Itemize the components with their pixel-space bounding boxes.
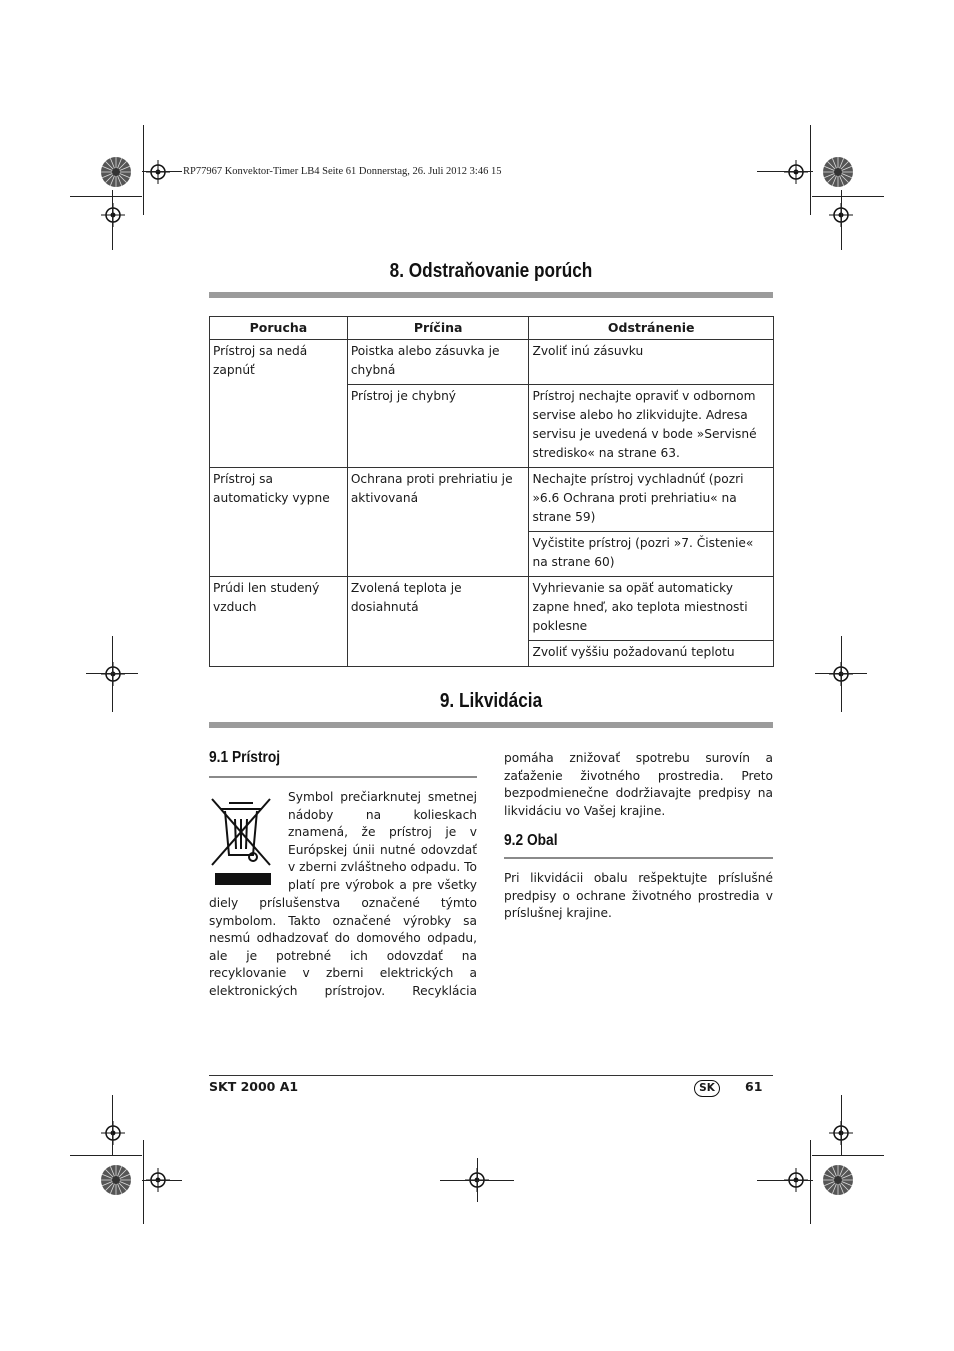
cause-cell: Zvolená teplota je dosiahnutá [347,577,529,667]
crop-line [112,190,113,250]
section-9-rule [209,722,773,728]
disposal-text-wrap [288,789,477,895]
crop-line [142,171,182,172]
remedy-cell: Prístroj nechajte opraviť v odbornom servise alebo ho zlikvidujte. Adresa servisu je uvedená v bode »Servisné stredisko« na strane 63. [529,385,774,468]
fault-cell: Prúdi len studený vzduch [210,577,348,667]
crop-line [142,1180,182,1181]
text-line: recyklovanie v zberni elektrických a [209,966,477,981]
crop-line [112,1095,113,1155]
crop-line [841,190,842,250]
remedy-cell: Zvoliť vyššiu požadovanú teplotu [529,641,774,667]
cause-cell: Prístroj je chybný [347,385,529,468]
disposal-text-continued [504,750,773,820]
crossed-out-wheelie-bin-icon [209,795,273,887]
crop-line [143,1140,144,1224]
crosshair-target-icon [784,160,808,184]
text-line: zaťaženie životného prostredia. Preto [504,768,773,783]
crop-line [812,196,884,197]
text-line: Pri likvidácii obalu rešpektujte príslušné [504,871,773,885]
crop-line [812,1155,884,1156]
subsection-9-2-title: 9.2 Obal [504,832,558,849]
print-slug: RP77967 Konvektor-Timer LB4 Seite 61 Donnerstag, 26. Juli 2012 3:46 15 [183,166,502,177]
text-line: znamená, že prístroj je v [288,825,477,840]
crosshair-target-icon [101,1121,125,1145]
section-9-title: 9. Likvidácia [439,690,543,712]
crosshair-target-icon [101,662,125,686]
cause-cell: Poistka alebo zásuvka je chybná [347,340,529,385]
subsection-9-1-rule [209,776,477,778]
subsection-9-1-title: 9.1 Prístroj [209,749,281,766]
footer-model: SKT 2000 A1 [209,1079,299,1094]
text-line: nesmú odhadzovať do domového odpadu, [209,931,477,946]
table-row [210,340,774,385]
registration-mark-icon [820,154,856,190]
remedy-cell: Vyčistite prístroj (pozri »7. Čistenie« na strane 60) [529,532,774,577]
crop-line [815,673,867,674]
registration-mark-icon [98,154,134,190]
crop-line [112,636,113,712]
text-line: nádoby na kolieskach [288,807,477,822]
text-line: predpisy o ochrane životného prostredia v [504,888,773,903]
remedy-cell: Vyhrievanie sa opäť automaticky zapne hneď, ako teplota miestnosti poklesne [529,577,774,641]
registration-mark-icon [820,1162,856,1198]
crop-line [810,125,811,215]
text-line: Európskej únii nutné odovzdať [288,842,477,857]
country-badge: SK [694,1080,720,1097]
table-row [210,577,774,641]
table-row [210,468,774,532]
fault-cell: Prístroj sa nedá zapnúť [210,340,348,468]
header-cause: Príčina [347,317,529,340]
subsection-9-2-rule [504,857,773,859]
crop-line [70,1155,142,1156]
packaging-text [504,870,773,923]
crop-line [841,1095,842,1155]
crosshair-target-icon [101,203,125,227]
header-fault: Porucha [210,317,348,340]
crop-line [477,1158,478,1202]
text-line: diely príslušenstva označené týmto [209,896,477,910]
text-line: pomáha znižovať spotrebu surovín a [504,751,773,765]
remedy-cell: Zvoliť inú zásuvku [529,340,774,385]
text-line: ale je potrebné ich odovzdať na [209,948,477,963]
fault-cell: Prístroj sa automaticky vypne [210,468,348,577]
text-line: elektronických prístrojov. Recyklácia [209,983,477,998]
text-line: likvidáciu vo Vašej krajine. [504,803,666,818]
crosshair-target-icon [146,160,170,184]
table-header-row [210,317,774,340]
text-line: bezpodmienečne dodržiavajte predpisy na [504,786,773,801]
disposal-text-full [209,895,477,1001]
section-8-title: 8. Odstraňovanie porúch [389,260,593,282]
text-line: platí pre výrobok a pre všetky [288,877,477,892]
crop-line [70,196,142,197]
crop-line [757,1180,813,1181]
section-8-rule [209,292,773,298]
troubleshooting-table [209,316,774,667]
registration-mark-icon [98,1162,134,1198]
text-line: príslušnej krajine. [504,906,612,921]
crop-line [810,1140,811,1224]
header-remedy: Odstránenie [529,317,774,340]
cause-cell: Ochrana proti prehriatiu je aktivovaná [347,468,529,577]
text-line: Symbol prečiarknutej smetnej [288,790,477,804]
footer-rule [209,1075,773,1076]
page-number: 61 [745,1079,763,1094]
crop-line [143,125,144,215]
crop-line [841,636,842,712]
crop-line [757,171,813,172]
text-line: v zberni zvláštneho odpadu. To [288,860,477,875]
text-line: symbolom. Takto označené výrobky sa [209,913,477,928]
crop-line [86,673,138,674]
remedy-cell: Nechajte prístroj vychladnúť (pozri »6.6 Ochrana proti prehriatiu« na strane 59) [529,468,774,532]
